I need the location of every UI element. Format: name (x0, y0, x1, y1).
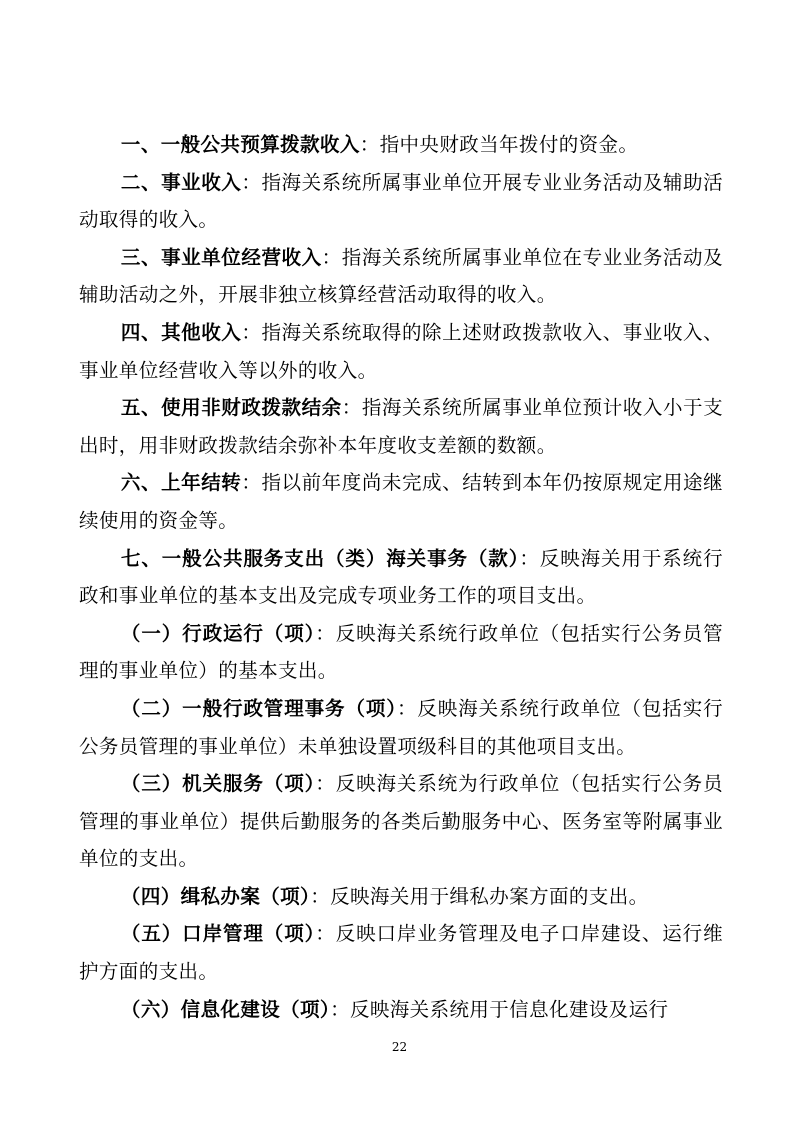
term-label: 六、上年结转 (120, 471, 242, 495)
paragraph-operating-income (79, 239, 723, 314)
term-label: 三、事业单位经营收入 (120, 245, 322, 269)
term-label: （五）口岸管理（项） (120, 922, 316, 946)
term-definition: ：反映海关用于缉私办案方面的支出。 (310, 884, 649, 908)
paragraph-agency-services (79, 765, 723, 878)
term-label: 七、一般公共服务支出（类）海关事务（款） (120, 546, 520, 570)
paragraph-anti-smuggling (79, 878, 723, 916)
term-definition: ：指海关系统所属事业单位预计收入小于支出时，用非财政拨款结余弥补本年度收支差额的数额。 (79, 396, 723, 457)
paragraph-business-income (79, 164, 723, 239)
term-label: 五、使用非财政拨款结余 (120, 396, 342, 420)
paragraph-general-budget-income (79, 126, 723, 164)
term-label: （三）机关服务（项） (120, 772, 316, 796)
paragraph-port-management (79, 915, 723, 990)
term-definition: ：指以前年度尚未完成、结转到本年仍按原规定用途继续使用的资金等。 (79, 471, 723, 532)
paragraph-prior-year-carryover (79, 464, 723, 539)
term-label: （二）一般行政管理事务（项） (120, 696, 397, 720)
term-definition: ：指中央财政当年拨付的资金。 (359, 133, 639, 156)
term-definition: ：指海关系统所属事业单位开展专业业务活动及辅助活动取得的收入。 (79, 170, 723, 232)
term-definition: ：指海关系统所属事业单位在专业业务活动及辅助活动之外，开展非独立核算经营活动取得的收入。 (79, 245, 723, 307)
paragraph-non-fiscal-surplus (79, 389, 723, 464)
term-label: 四、其他收入 (120, 320, 242, 344)
page-number: 22 (391, 1040, 408, 1054)
paragraph-customs-affairs (79, 540, 723, 615)
term-label: （四）缉私办案（项） (120, 884, 311, 908)
term-definition: ：反映海关用于系统行政和事业单位的基本支出及完成专项业务工作的项目支出。 (79, 546, 723, 608)
term-label: （六）信息化建设（项） (120, 997, 331, 1021)
paragraph-other-income (79, 314, 723, 389)
term-label: （一）行政运行（项） (120, 621, 316, 645)
term-definition: ：反映口岸业务管理及电子口岸建设、运行维护方面的支出。 (79, 922, 723, 984)
term-definition: ：反映海关系统为行政单位（包括实行公务员管理的事业单位）提供后勤服务的各类后勤服务中心、医务室等附属事业单位的支出。 (79, 772, 723, 871)
term-definition: ：指海关系统取得的除上述财政拨款收入、事业收入、事业单位经营收入等以外的收入。 (79, 320, 723, 382)
paragraph-administrative-operation (79, 615, 723, 690)
document-body (79, 126, 723, 1028)
term-definition: ：反映海关系统行政单位（包括实行公务员管理的事业单位）的基本支出。 (79, 621, 723, 683)
term-definition: ：反映海关系统行政单位（包括实行公务员管理的事业单位）未单独设置项级科目的其他项目支出。 (79, 696, 723, 758)
paragraph-informatization (79, 991, 723, 1029)
paragraph-general-admin-affairs (79, 690, 723, 765)
term-label: 一、一般公共预算拨款收入 (120, 133, 360, 156)
term-label: 二、事业收入 (120, 170, 242, 194)
term-definition: ：反映海关系统用于信息化建设及运行 (330, 997, 669, 1021)
